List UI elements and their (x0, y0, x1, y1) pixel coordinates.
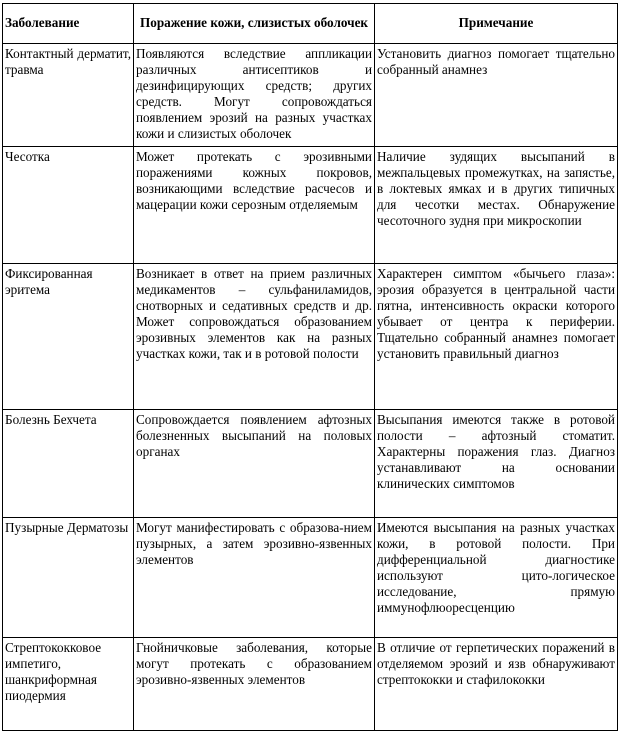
table-row (3, 264, 618, 410)
table-header-row (3, 4, 618, 44)
cell-disease: Болезнь Бехчета (3, 410, 134, 518)
cell-lesion: Возникает в ответ на прием различных медикаментов – сульфаниламидов, снотворных и седативных средств и др. Может сопровождаться образованием эрозивных элементов как на разных участках кожи, так и в ротовой полости (134, 264, 375, 410)
cell-lesion: Сопровождается появлением афтозных болезненных высыпаний на половых органах (134, 410, 375, 518)
cell-disease: Фиксированная эритема (3, 264, 134, 410)
cell-disease: Чесотка (3, 147, 134, 264)
cell-lesion: Могут манифестировать с образова-нием пузырных, а затем эрозивно-язвенных элементов (134, 518, 375, 638)
cell-lesion: Гнойничковые заболевания, которые могут протекать с образованием эрозивно-язвенных элементов (134, 638, 375, 731)
differential-diagnosis-table (2, 3, 618, 731)
cell-note: В отличие от герпетических поражений в отделяемом эрозий и язв обнаруживают стрептококки и стафилококки (375, 638, 618, 731)
table-row (3, 638, 618, 731)
table-row (3, 44, 618, 147)
cell-lesion: Появляются вследствие аппликации различных антисептиков и дезинфицирующих средств; других средств. Могут сопровождаться появлением эрозий на разных участках кожи и слизистых оболочек (134, 44, 375, 147)
cell-disease: Контактный дерматит, травма (3, 44, 134, 147)
cell-note: Имеются высыпания на разных участках кожи, в ротовой полости. При дифференциальной диагностике используют цито-логическое исследование, прямую иммунофлюоресценцию (375, 518, 618, 638)
table-row (3, 518, 618, 638)
cell-lesion: Может протекать с эрозивными поражениями кожных покровов, возникающими вследствие расчесов и мацерации кожи серозным отделяемым (134, 147, 375, 264)
cell-note: Наличие зудящих высыпаний в межпальцевых промежутках, на запястье, в локтевых ямках и в других типичных для чесотки местах. Обнаружение чесоточного зудня при микроскопии (375, 147, 618, 264)
header-lesion: Поражение кожи, слизистых оболочек (134, 4, 375, 44)
cell-disease: Стрептококковое импетиго, шанкриформная пиодермия (3, 638, 134, 731)
table-row (3, 147, 618, 264)
cell-note: Высыпания имеются также в ротовой полости – афтозный стоматит. Характерны поражения глаз. Диагноз устанавливают на основании клинических симптомов (375, 410, 618, 518)
cell-note: Характерен симптом «бычьего глаза»: эрозия образуется в центральной части пятна, интенсивность окраски которого убывает от центра к периферии. Тщательно собранный анамнез помогает установить правильный диагноз (375, 264, 618, 410)
cell-disease: Пузырные Дерматозы (3, 518, 134, 638)
header-disease: Заболевание (3, 4, 134, 44)
cell-note: Установить диагноз помогает тщательно собранный анамнез (375, 44, 618, 147)
table-row (3, 410, 618, 518)
header-note: Примечание (375, 4, 618, 44)
